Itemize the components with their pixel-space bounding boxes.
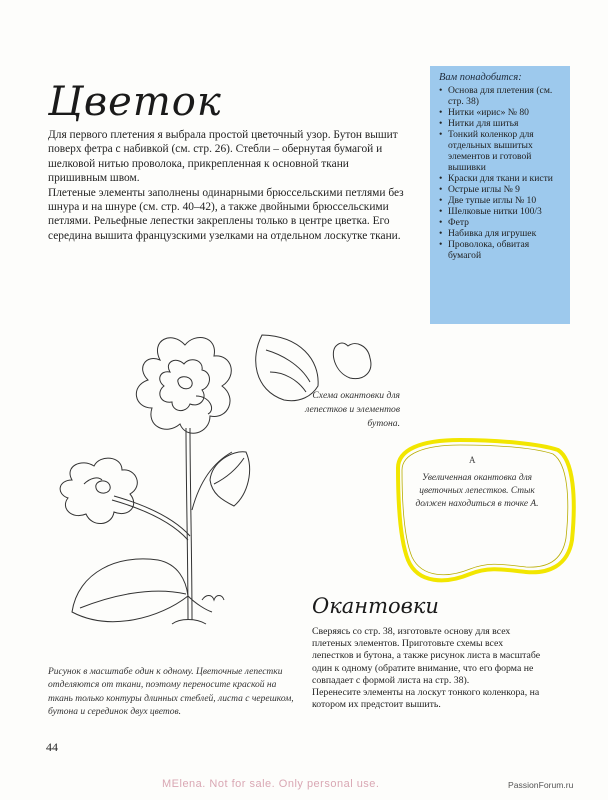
supply-item: • Шелковые нитки 100/3: [439, 206, 564, 217]
side-flower-curve: [84, 478, 102, 484]
supply-item: • Проволока, обвитая бумагой: [439, 239, 564, 261]
flower-petal-inner: [160, 360, 210, 411]
site-watermark: PassionForum.ru: [508, 780, 574, 790]
supplies-box: [430, 66, 570, 324]
bud-stem: [192, 452, 232, 510]
edging-paragraph: Перенесите элементы на лоскут тонкого коленкора, на котором их предстоит вышить.: [312, 687, 540, 711]
leaf-vein: [80, 591, 186, 608]
section-heading-edging: Окантовки: [312, 594, 439, 618]
supply-item: • Фетр: [439, 217, 564, 228]
supply-item: • Основа для плетения (см. стр. 38): [439, 85, 564, 107]
leaf-outline: [72, 559, 188, 622]
petal-templates-caption: Схема окантовки для лепестков и элементов бутона.: [305, 390, 400, 429]
watermark-text: MElena. Not for sale. Only personal use.: [162, 778, 380, 790]
intro-paragraph: Плетеные элементы заполнены одинарными брюссельскими петлями без шнура и на шнуре (см. стр. 40–42), а также двойными брюссельскими петлями. Рельефные лепестки закреплены только в центре цветка. Его середина вышита французскими узелками на отдельном лоскутке ткани.: [48, 186, 404, 242]
supply-item: • Острые иглы № 9: [439, 184, 564, 195]
supply-item: • Нитки для шитья: [439, 118, 564, 129]
supply-item: • Набивка для игрушек: [439, 228, 564, 239]
page-number: 44: [46, 740, 58, 754]
supplies-title: Вам понадобится:: [439, 72, 522, 83]
side-stem: [114, 496, 190, 536]
stem-curl: [202, 596, 224, 601]
flower-petal-outline: [136, 337, 231, 433]
supply-item: • Тонкий коленкор для отдельных вышитых элементов и готовой вышивки: [439, 129, 564, 173]
page-title: Цветок: [48, 78, 222, 125]
petal-template-outline: [333, 343, 371, 379]
frame-point-label: А: [469, 455, 476, 465]
supply-item: • Краски для ткани и кисти: [439, 173, 564, 184]
main-stem: [186, 428, 188, 620]
edging-text: [312, 626, 542, 711]
figure-caption: Рисунок в масштабе один к одному. Цветочные лепестки отделяются от ткани, поэтому переносите краской на ткань только контуры длинных стеблей, листа с черешком, бутона и серединок двух цветов.: [48, 667, 294, 718]
flower-center-outline: [178, 377, 192, 389]
frame-caption: Увеличенная окантовка для цветочных лепестков. Стык должен находиться в точке А.: [415, 473, 539, 509]
intro-text: [48, 128, 408, 243]
intro-paragraph: Для первого плетения я выбрала простой цветочный узор. Бутон вышит поверх фетра с набивкой (см. стр. 26). Стебли – обернутая бумагой и шелковой нитью проволока, прикрепленная к основной ткани пришивным швом.: [48, 129, 398, 185]
edging-paragraph: Сверяясь со стр. 38, изготовьте основу для всех плетеных элементов. Приготовьте схемы всех лепестков и бутона, а также рисунок листа в масштабе один к одному (обратите внимание, что его форма не совпадает с формой листа на стр. 38).: [312, 626, 541, 686]
supply-item: • Нитки «ирис» № 80: [439, 107, 564, 118]
flower-petal-curve: [196, 396, 212, 414]
side-flower-center: [96, 481, 110, 493]
supply-item: • Две тупые иглы № 10: [439, 195, 564, 206]
bud-outline: [210, 452, 250, 506]
side-stem: [112, 500, 188, 540]
supplies-list: [439, 85, 564, 261]
stem-base: [172, 620, 206, 625]
side-flower-outline: [60, 458, 137, 523]
leaf-stalk: [188, 596, 212, 612]
bud-template-inner-line: [266, 350, 310, 382]
bud-sepal-line: [214, 458, 244, 484]
main-stem: [190, 428, 192, 620]
